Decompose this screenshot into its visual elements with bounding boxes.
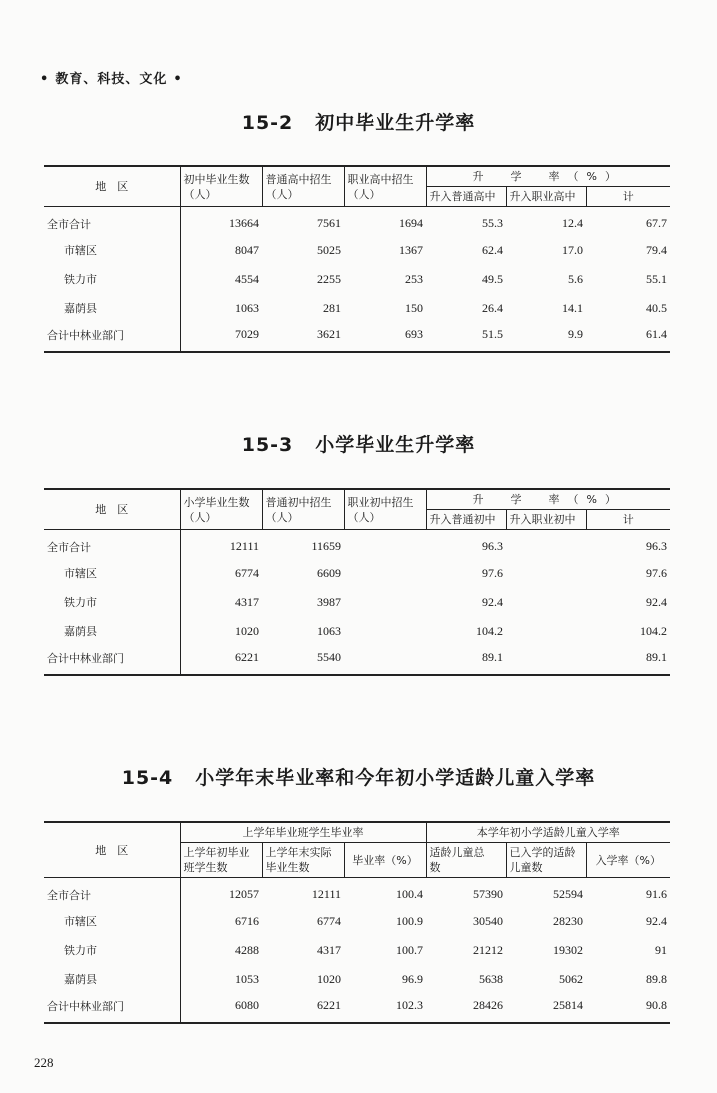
table-cell: 49.5: [482, 271, 503, 286]
table-cell: 4317: [235, 594, 259, 609]
table-15-3-title: [0, 430, 717, 457]
table-cell: 91: [655, 942, 668, 957]
table-cell: 5638: [479, 971, 504, 986]
table-cell: 253: [405, 271, 423, 286]
header-general-enroll: 普通初中招生（人）: [262, 489, 344, 530]
table-15-2-title: [0, 108, 717, 135]
table-cell: 26.4: [482, 300, 503, 315]
table-cell: 104.2: [476, 623, 503, 638]
table-cell: 8047: [235, 242, 259, 257]
table-cell: [344, 588, 426, 617]
table-row: [44, 236, 670, 265]
table-cell: 100.4: [396, 887, 424, 902]
table-cell: 19302: [553, 942, 584, 957]
table-cell: 7029: [180, 323, 262, 352]
table-cell: 30540: [473, 913, 504, 928]
table-15-2: [44, 165, 670, 353]
header-rate-total: 计: [586, 187, 670, 207]
table-cell: 89.1: [586, 646, 670, 675]
table-cell: 6221: [262, 994, 344, 1023]
header-rate-group: 升 学 率（%）: [426, 166, 670, 187]
table-15-4: [44, 821, 670, 1024]
running-head: [34, 68, 189, 87]
header-general-enroll: 普通高中招生（人）: [262, 166, 344, 207]
header-enrolled-children: 已入学的适龄儿童数: [506, 843, 586, 878]
table-cell: 92.4: [646, 913, 668, 928]
row-region-label: 嘉荫县: [44, 965, 180, 994]
table-cell: 55.1: [646, 271, 668, 286]
table-cell: 12057: [229, 887, 259, 902]
table-cell: 62.4: [482, 242, 503, 257]
table-cell: 3987: [317, 594, 341, 609]
table-title-text: 小学年末毕业率和今年初小学适龄儿童入学率: [195, 767, 596, 789]
table-row: [44, 878, 670, 907]
table-cell: 92.4: [482, 594, 503, 609]
header-prev-students: 上学年初毕业班学生数: [180, 843, 262, 878]
table-cell: 281: [323, 300, 341, 315]
header-rate-vocational: 升入职业高中: [506, 187, 586, 207]
table-cell: 102.3: [344, 994, 426, 1023]
header-vocational-enroll: 职业高中招生（人）: [344, 166, 426, 207]
row-region-label: 合计中林业部门: [44, 994, 180, 1023]
table-cell: 89.1: [426, 646, 506, 675]
table-cell: 1694: [399, 216, 423, 231]
row-region-label: 市辖区: [44, 907, 180, 936]
table-title-text: 小学毕业生升学率: [315, 434, 476, 456]
table-cell: 67.7: [646, 216, 668, 231]
table-cell: [506, 646, 586, 675]
page-number: 228: [34, 1055, 54, 1070]
header-actual-graduates: 上学年末实际毕业生数: [262, 843, 344, 878]
table-cell: 4317: [317, 942, 341, 957]
table-15-4-title: [0, 763, 717, 790]
table-cell: 89.8: [646, 971, 668, 986]
header-region: 地 区: [44, 166, 180, 207]
header-rate-group: 升 学 率（%）: [426, 489, 670, 510]
header-graduates: 小学毕业生数（人）: [180, 489, 262, 530]
row-region-label: 嘉荫县: [44, 294, 180, 323]
table-cell: 55.3: [482, 216, 503, 231]
table-cell: 17.0: [562, 242, 583, 257]
table-number: 15-4: [121, 767, 174, 789]
header-region: 地 区: [44, 822, 180, 878]
table-cell: 12111: [311, 887, 341, 902]
section-name: 教育、科技、文化: [55, 72, 168, 87]
table-row: [44, 588, 670, 617]
table-cell: 6774: [317, 913, 341, 928]
table-row: [44, 617, 670, 646]
table-cell: [344, 530, 426, 559]
table-cell: 7561: [317, 216, 341, 231]
header-enrollment-rate: 入学率（%）: [586, 843, 670, 878]
table-cell: 9.9: [506, 323, 586, 352]
table-cell: 3621: [262, 323, 344, 352]
row-region-label: 铁力市: [44, 936, 180, 965]
table-cell: 5540: [262, 646, 344, 675]
table-cell: 1020: [235, 623, 259, 638]
table-number: 15-3: [241, 434, 294, 456]
table-cell: 96.9: [402, 971, 424, 986]
table-cell: 21212: [473, 942, 504, 957]
table-15-3: [44, 488, 670, 676]
header-graduates: 初中毕业生数（人）: [180, 166, 262, 207]
row-region-label: 铁力市: [44, 265, 180, 294]
header-rate-general: 升入普通高中: [426, 187, 506, 207]
row-region-label: 铁力市: [44, 588, 180, 617]
table-cell: 5025: [317, 242, 341, 257]
header-enrollment-group: 本学年初小学适龄儿童入学率: [426, 822, 670, 843]
header-vocational-enroll: 职业初中招生（人）: [344, 489, 426, 530]
table-row: [44, 646, 670, 675]
table-cell: 28230: [553, 913, 584, 928]
table-cell: 6716: [235, 913, 259, 928]
table-cell: 6609: [317, 565, 341, 580]
table-cell: 104.2: [640, 623, 668, 638]
table-cell: 6221: [180, 646, 262, 675]
header-school-age-children: 适龄儿童总 数: [426, 843, 506, 878]
table-row: [44, 530, 670, 559]
table-cell: 4288: [235, 942, 259, 957]
table-number: 15-2: [241, 112, 294, 134]
table-cell: [344, 617, 426, 646]
row-region-label: 全市合计: [44, 878, 180, 907]
table-body: [44, 878, 670, 1023]
bullet-right: •: [173, 72, 183, 87]
row-region-label: 嘉荫县: [44, 617, 180, 646]
table-cell: [344, 559, 426, 588]
table-cell: 96.3: [646, 539, 668, 554]
table-body: [44, 207, 670, 352]
table-cell: 97.6: [482, 565, 503, 580]
table-cell: 150: [405, 300, 423, 315]
bullet-left: •: [40, 72, 50, 87]
header-region: 地 区: [44, 489, 180, 530]
table-cell: 693: [344, 323, 426, 352]
table-cell: 25814: [506, 994, 586, 1023]
table-row: [44, 207, 670, 236]
table-cell: 13664: [229, 216, 259, 231]
table-cell: 1063: [235, 300, 259, 315]
row-region-label: 全市合计: [44, 207, 180, 236]
table-cell: [344, 646, 426, 675]
table-cell: 92.4: [646, 594, 668, 609]
table-cell: 1367: [399, 242, 423, 257]
row-region-label: 市辖区: [44, 559, 180, 588]
table-cell: 4554: [235, 271, 259, 286]
table-title-text: 初中毕业生升学率: [315, 112, 476, 134]
header-rate-total: 计: [586, 510, 670, 530]
row-region-label: 合计中林业部门: [44, 323, 180, 352]
table-cell: 1063: [317, 623, 341, 638]
table-row: [44, 994, 670, 1023]
table-row: [44, 265, 670, 294]
table-cell: 28426: [426, 994, 506, 1023]
row-region-label: 全市合计: [44, 530, 180, 559]
table-cell: 100.9: [396, 913, 424, 928]
table-cell: 11659: [311, 539, 341, 554]
table-row: [44, 907, 670, 936]
table-cell: [506, 559, 586, 588]
table-row: [44, 294, 670, 323]
table-cell: 1020: [317, 971, 341, 986]
table-cell: [506, 617, 586, 646]
table-cell: 91.6: [646, 887, 668, 902]
table-cell: 14.1: [562, 300, 583, 315]
header-graduation-group: 上学年毕业班学生毕业率: [180, 822, 426, 843]
table-cell: 12.4: [562, 216, 583, 231]
table-cell: [506, 530, 586, 559]
table-cell: 2255: [317, 271, 341, 286]
table-cell: 6080: [180, 994, 262, 1023]
table-cell: 52594: [553, 887, 584, 902]
row-region-label: 合计中林业部门: [44, 646, 180, 675]
row-region-label: 市辖区: [44, 236, 180, 265]
table-cell: 5062: [559, 971, 584, 986]
table-cell: 51.5: [426, 323, 506, 352]
table-cell: 79.4: [646, 242, 668, 257]
header-graduation-rate: 毕业率（%）: [344, 843, 426, 878]
table-row: [44, 323, 670, 352]
table-row: [44, 936, 670, 965]
table-row: [44, 965, 670, 994]
table-cell: 96.3: [482, 539, 503, 554]
table-cell: 61.4: [586, 323, 670, 352]
header-rate-vocational: 升入职业初中: [506, 510, 586, 530]
table-cell: 1053: [235, 971, 259, 986]
table-cell: 12111: [229, 539, 259, 554]
table-cell: 97.6: [646, 565, 668, 580]
header-rate-general: 升入普通初中: [426, 510, 506, 530]
table-cell: [506, 588, 586, 617]
table-cell: 100.7: [396, 942, 424, 957]
table-row: [44, 559, 670, 588]
table-body: [44, 530, 670, 675]
table-cell: 5.6: [568, 271, 583, 286]
table-cell: 57390: [473, 887, 504, 902]
table-cell: 90.8: [586, 994, 670, 1023]
table-cell: 40.5: [646, 300, 668, 315]
table-cell: 6774: [235, 565, 259, 580]
